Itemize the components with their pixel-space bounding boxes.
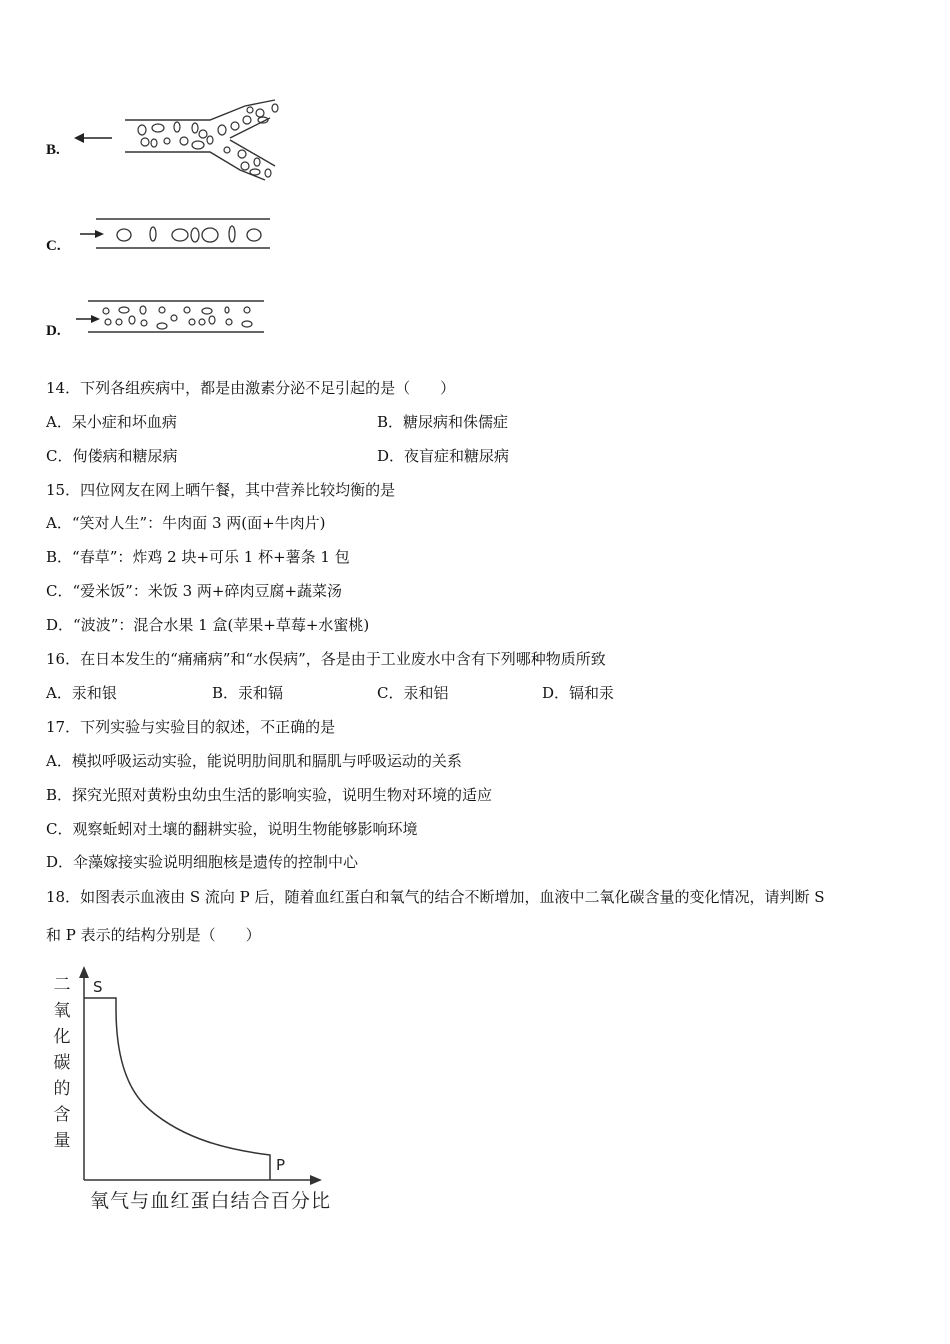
- question-14-stem: 14．下列各组疾病中，都是由激素分泌不足引起的是（ ）: [46, 379, 456, 397]
- question-15-option-a: A．“笑对人生”：牛肉面 3 两(面+牛肉片): [46, 514, 326, 532]
- x-axis-label: 氧气与血红蛋白结合百分比: [90, 1190, 330, 1212]
- y-axis-label-char: 氧: [53, 1001, 71, 1021]
- option-b-label: B.: [46, 142, 60, 158]
- y-axis-label-char: 的: [53, 1079, 71, 1099]
- question-16-option-d: D．镉和汞: [542, 684, 615, 702]
- co2-curve: [84, 998, 270, 1180]
- question-17-option-a: A．模拟呼吸运动实验，能说明肋间肌和膈肌与呼吸运动的关系: [46, 752, 462, 770]
- y-axis-label-char: 化: [53, 1027, 71, 1047]
- co2-content-graph: [40, 960, 340, 1220]
- y-axis-arrow-icon: [79, 966, 89, 978]
- arrow-right-icon: [76, 315, 100, 323]
- question-15-option-d: D．“波波”：混合水果 1 盒(苹果+草莓+水蜜桃): [46, 616, 370, 634]
- y-axis-label-char: 二: [53, 975, 71, 995]
- x-axis-arrow-icon: [310, 1175, 322, 1185]
- question-16-option-a: A．汞和银: [46, 684, 117, 702]
- question-14-option-a: A．呆小症和坏血病: [46, 413, 177, 431]
- question-17-option-c: C．观察蚯蚓对土壤的翻耕实验，说明生物能够影响环境: [46, 820, 418, 838]
- vessel-diagram-c: [76, 214, 276, 254]
- vessel-diagram-d: [74, 298, 269, 338]
- question-14-option-c: C．佝偻病和糖尿病: [46, 447, 178, 465]
- vessel-diagram-b-body: [70, 98, 280, 184]
- question-15-option-b: B．“春草”：炸鸡 2 块+可乐 1 杯+薯条 1 包: [46, 548, 350, 566]
- y-axis-label-char: 含: [53, 1105, 71, 1125]
- question-16-option-c: C．汞和铝: [377, 684, 449, 702]
- arrow-right-icon: [80, 230, 104, 238]
- question-14-option-b: B．糖尿病和侏儒症: [377, 413, 509, 431]
- question-16-stem: 16．在日本发生的“痛痛病”和“水俣病”，各是由于工业废水中含有下列哪种物质所致: [46, 650, 606, 668]
- question-14-option-d: D．夜盲症和糖尿病: [377, 447, 510, 465]
- question-18-stem-line1: 18．如图表示血液由 S 流向 P 后，随着血红蛋白和氧气的结合不断增加，血液中二氧化碳含量的变化情况，请判断 S: [46, 888, 825, 906]
- option-c-label: C.: [46, 238, 61, 254]
- y-axis-label-char: 碳: [53, 1053, 71, 1073]
- question-17-option-d: D．伞藻嫁接实验说明细胞核是遗传的控制中心: [46, 853, 359, 871]
- question-18-stem-line2: 和 P 表示的结构分别是（ ）: [46, 926, 261, 944]
- question-16-option-b: B．汞和镉: [212, 684, 284, 702]
- question-15-stem: 15．四位网友在网上晒午餐，其中营养比较均衡的是: [46, 481, 396, 499]
- start-point-label: S: [93, 978, 103, 996]
- question-15-option-c: C．“爱米饭”：米饭 3 两+碎肉豆腐+蔬菜汤: [46, 582, 343, 600]
- question-17-stem: 17．下列实验与实验目的叙述，不正确的是: [46, 718, 336, 736]
- question-17-option-b: B．探究光照对黄粉虫幼虫生活的影响实验，说明生物对环境的适应: [46, 786, 493, 804]
- y-axis-label-char: 量: [53, 1131, 71, 1151]
- end-point-label: P: [276, 1156, 286, 1174]
- option-d-label: D.: [46, 323, 61, 339]
